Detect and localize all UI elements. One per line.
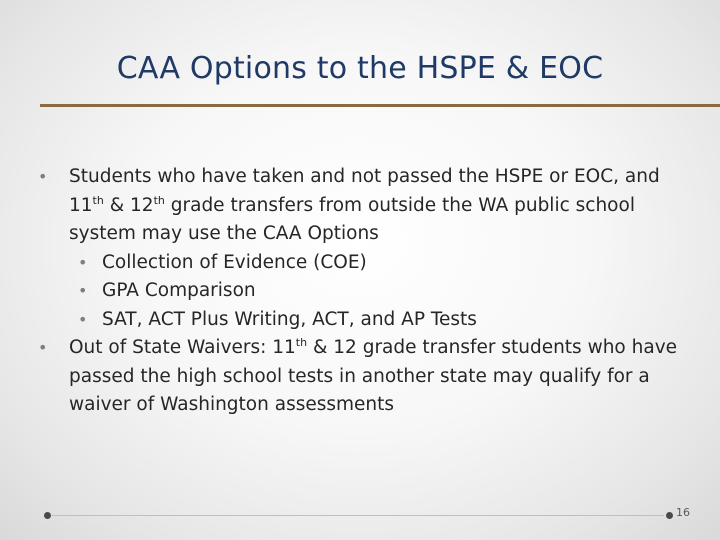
footer-dot-right bbox=[666, 512, 673, 519]
sub-bullet-tests: • SAT, ACT Plus Writing, ACT, and AP Tests bbox=[38, 306, 678, 335]
bullet-text: & 12 grade transfer students who have passed the high school tests in another state may qualify for a waiver of Washington assessments bbox=[69, 337, 678, 415]
bullet-text: Students who have taken and not passed the HSPE or EOC, and 11 bbox=[69, 166, 660, 216]
slide-title: CAA Options to the HSPE & EOC bbox=[116, 51, 604, 86]
superscript: th bbox=[295, 336, 308, 349]
page-number: 16 bbox=[676, 506, 690, 519]
bullet-text: & 12 bbox=[103, 194, 154, 216]
footer-dot-left bbox=[44, 512, 51, 519]
bullet-caa-options bbox=[38, 163, 678, 249]
sub-bullet-gpa: • GPA Comparison bbox=[38, 277, 678, 306]
bullet-text: Out of State Waivers: 11 bbox=[69, 337, 296, 358]
title-divider bbox=[40, 104, 720, 107]
sub-bullet-coe: • Collection of Evidence (COE) bbox=[38, 249, 678, 278]
superscript: th bbox=[153, 193, 165, 207]
bullet-text: grade transfers from outside the WA public school system may use the CAA Options bbox=[69, 194, 635, 244]
superscript: th bbox=[92, 193, 104, 207]
bullet-list bbox=[38, 163, 678, 420]
footer-line bbox=[52, 515, 664, 516]
bullet-out-of-state bbox=[38, 334, 678, 420]
